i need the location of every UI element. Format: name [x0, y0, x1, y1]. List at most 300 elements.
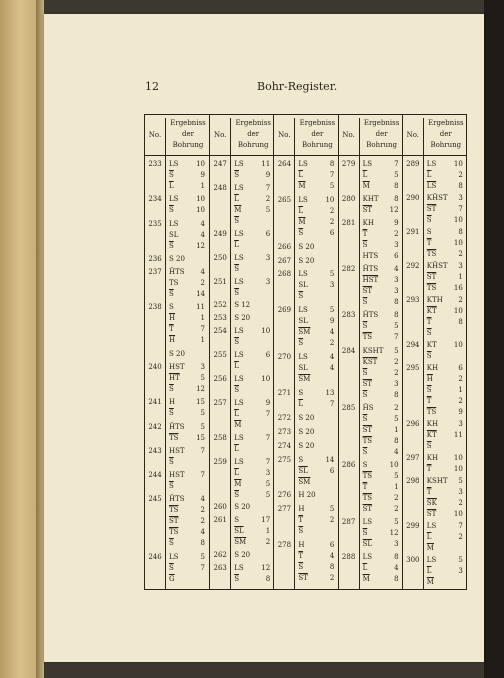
boring-number: 297	[406, 454, 420, 462]
depth-value: 4	[200, 219, 205, 228]
boring-result	[363, 460, 401, 515]
depth-value: 17	[261, 516, 271, 525]
boring-result	[298, 441, 336, 452]
running-title: Bohr-Register.	[257, 80, 338, 93]
depth-value: 2	[394, 403, 399, 412]
result-line	[363, 390, 401, 401]
boring-number: 299	[406, 522, 420, 530]
soil-code: $\overline{T}$	[426, 318, 432, 326]
result-line	[363, 159, 401, 170]
column-header	[403, 115, 467, 156]
result-line	[169, 362, 207, 373]
result-line	[234, 398, 272, 409]
boring-number: 292	[406, 262, 420, 270]
soil-code: S 20	[234, 314, 251, 323]
result-line	[234, 253, 272, 264]
boring-result	[169, 422, 207, 444]
depth-value: 8	[394, 552, 399, 561]
header-result: Ergebniss der Bohrung	[230, 118, 275, 155]
result-line	[234, 537, 272, 548]
boring-result	[234, 229, 272, 251]
boring-number: 289	[406, 160, 420, 168]
depth-value: 1	[394, 425, 399, 434]
soil-code: $\overline{TS}$	[426, 250, 437, 258]
result-line	[234, 229, 272, 240]
result-line	[234, 350, 272, 361]
result-line	[427, 193, 465, 204]
depth-value: 3	[458, 567, 463, 575]
depth-value: 2	[329, 516, 335, 525]
result-line	[169, 574, 207, 585]
soil-code: $\overline{L}$	[426, 171, 432, 179]
depth-value: 3	[265, 253, 271, 262]
boring-result	[169, 159, 207, 192]
boring-result	[234, 300, 272, 311]
boring-result	[169, 194, 207, 216]
boring-number: 241	[148, 398, 162, 407]
boring-number: 275	[277, 455, 292, 464]
boring-result	[427, 453, 465, 475]
result-line	[363, 482, 401, 493]
depth-value: 2	[200, 506, 205, 515]
soil-code: LS	[169, 552, 179, 561]
depth-value: 7	[200, 563, 205, 572]
result-line	[427, 363, 465, 374]
soil-code: $\overline{L}$	[426, 567, 432, 575]
result-line	[169, 289, 207, 300]
boring-number: 279	[341, 160, 356, 168]
boring-number: 280	[341, 195, 356, 204]
result-line	[298, 280, 336, 291]
boring-result	[427, 521, 465, 554]
boring-result	[363, 552, 401, 585]
soil-code: H 20	[298, 491, 316, 500]
result-line	[363, 229, 401, 240]
soil-code: $\overline{L}$	[234, 194, 239, 203]
soil-code: LS	[234, 183, 244, 192]
result-line	[363, 218, 401, 229]
boring-number: 255	[213, 351, 227, 360]
soil-code: LS	[298, 160, 308, 168]
depth-value: 3	[394, 379, 399, 388]
boring-result	[234, 277, 272, 299]
result-line	[427, 476, 465, 487]
result-line	[363, 205, 401, 216]
depth-value: 7	[458, 522, 463, 530]
result-line	[298, 363, 336, 374]
result-line	[169, 516, 207, 527]
depth-value: 4	[200, 268, 205, 277]
result-line	[363, 240, 401, 251]
soil-code: LS	[362, 552, 373, 561]
result-line	[298, 291, 336, 302]
soil-code: $\overline{S}$	[169, 482, 174, 491]
result-line	[298, 441, 336, 452]
soil-code: LS	[234, 457, 244, 466]
soil-code: S 20	[234, 551, 251, 560]
boring-result	[298, 195, 336, 239]
soil-code: S	[298, 389, 304, 398]
depth-value: 10	[453, 239, 463, 247]
soil-code: $\overline{M}$	[234, 205, 242, 214]
table-column	[145, 115, 209, 589]
soil-code: KH	[426, 364, 439, 372]
result-line	[234, 420, 272, 431]
soil-code: KT	[426, 341, 437, 349]
boring-result	[234, 515, 272, 548]
result-line	[298, 515, 336, 526]
depth-value: 7	[329, 171, 335, 179]
depth-value: 2	[329, 339, 335, 348]
boring-number: 237	[148, 268, 162, 277]
result-line	[234, 159, 272, 170]
result-line	[363, 504, 401, 515]
result-line	[234, 502, 272, 513]
column-header	[145, 115, 209, 156]
soil-code: SL	[298, 317, 308, 326]
soil-code: H	[169, 398, 176, 407]
column-divider	[359, 155, 360, 589]
depth-value: 2	[394, 357, 399, 366]
soil-code: $\overline{SK}$	[426, 499, 437, 507]
soil-code: $\overline{ST}$	[426, 510, 437, 518]
boring-number: 282	[341, 265, 356, 274]
result-line	[298, 228, 336, 239]
boring-number: 283	[341, 311, 356, 320]
result-line	[298, 477, 336, 488]
boring-result	[363, 194, 401, 216]
result-line	[298, 195, 336, 206]
soil-code: $\overline{S}$	[298, 563, 304, 572]
soil-code: $\overline{S}$	[234, 288, 239, 297]
depth-value: 8	[458, 318, 463, 326]
soil-code: $\overline{H}$	[169, 314, 176, 323]
result-line	[363, 493, 401, 504]
soil-code: LS	[234, 253, 244, 262]
boring-result	[234, 159, 272, 181]
depth-value: 5	[394, 414, 399, 423]
result-line	[298, 466, 336, 477]
soil-code: $\overline{ST}$	[362, 287, 373, 296]
soil-code: $\overline{TS}$	[169, 433, 179, 442]
depth-value: 5	[394, 346, 399, 355]
result-line	[363, 310, 401, 321]
result-line	[427, 487, 465, 498]
result-line	[169, 170, 207, 181]
result-line	[363, 574, 401, 585]
column-divider	[294, 155, 295, 589]
depth-value: 15	[196, 398, 205, 407]
result-line	[427, 328, 465, 339]
depth-value: 10	[325, 195, 335, 204]
header-no: No.	[406, 131, 420, 139]
depth-value: 5	[200, 409, 205, 418]
result-line	[234, 444, 272, 455]
depth-value: 2	[458, 250, 463, 258]
depth-value: 5	[458, 556, 463, 564]
boring-number: 234	[148, 195, 162, 204]
soil-code: H	[298, 541, 305, 550]
result-line	[234, 313, 272, 324]
result-line	[427, 577, 465, 588]
result-line	[427, 181, 465, 192]
soil-code: H	[298, 505, 305, 514]
result-line	[169, 552, 207, 563]
soil-code: $\overline{HT}$	[169, 374, 180, 382]
soil-code: $\overline{ST}$	[362, 379, 373, 388]
boring-number: 249	[213, 229, 227, 238]
depth-value: 3	[394, 241, 399, 250]
depth-value: 10	[453, 307, 463, 315]
soil-code: $\overline{S}$	[234, 490, 239, 499]
boring-result	[427, 555, 465, 588]
soil-code: $\overline{T}$	[426, 465, 432, 473]
depth-value: 3	[458, 262, 463, 270]
depth-value: 14	[325, 455, 335, 464]
soil-code: $\overline{L}$	[362, 563, 368, 572]
soil-code: SL	[298, 364, 308, 373]
boring-number: 278	[277, 541, 292, 550]
boring-result	[169, 446, 207, 468]
soil-code: $\overline{S}$	[426, 216, 432, 224]
boring-number: 270	[277, 353, 292, 362]
soil-code: LS	[234, 277, 244, 286]
depth-value: 9	[265, 398, 271, 407]
boring-number: 257	[213, 398, 227, 407]
soil-code: $\overline{S}$	[362, 447, 368, 456]
result-line	[298, 327, 336, 338]
depth-value: 7	[394, 333, 399, 342]
result-line	[427, 385, 465, 396]
soil-code: $\overline{S}$	[169, 241, 174, 250]
result-line	[363, 346, 401, 357]
soil-code: S	[234, 516, 239, 525]
result-line	[298, 504, 336, 515]
result-line	[363, 460, 401, 471]
soil-code: $\overline{TS}$	[362, 471, 373, 480]
boring-number: 240	[148, 363, 162, 371]
depth-value: 1	[265, 527, 271, 536]
result-line	[427, 509, 465, 520]
boring-number: 300	[406, 556, 420, 564]
depth-value: 5	[394, 517, 399, 526]
soil-code: $\overline{S}$	[362, 528, 368, 537]
soil-code: $\overline{L}$	[362, 171, 368, 179]
depth-value: 10	[453, 341, 463, 349]
boring-result	[363, 159, 401, 192]
depth-value: 4	[394, 265, 399, 274]
result-line	[363, 357, 401, 368]
result-line	[169, 205, 207, 216]
depth-value: 10	[261, 374, 271, 383]
boring-result	[298, 388, 336, 410]
soil-code: $\overline{S}$	[234, 575, 239, 584]
soil-code: KH	[426, 420, 439, 428]
depth-value: 4	[329, 328, 335, 337]
soil-code: $\overline{KT}$	[426, 431, 437, 439]
soil-code: $\overline{S}$	[169, 457, 174, 466]
depth-value: 5	[329, 505, 335, 514]
soil-code: S 20	[298, 441, 315, 450]
depth-value: 8	[458, 182, 463, 190]
boring-number: 258	[213, 433, 227, 442]
soil-code: KSHT	[426, 477, 448, 485]
boring-number: 248	[213, 183, 227, 192]
depth-value: 6	[329, 228, 335, 237]
boring-result	[234, 563, 272, 585]
depth-value: 7	[265, 457, 271, 466]
result-line	[169, 563, 207, 574]
soil-code: LS	[234, 398, 244, 407]
result-line	[234, 337, 272, 348]
soil-code: $\overline{L}$	[234, 444, 239, 453]
boring-number: 271	[277, 389, 292, 398]
result-line	[427, 249, 465, 260]
result-line	[427, 555, 465, 566]
depth-value: 1	[200, 336, 205, 345]
soil-code: SL	[298, 281, 308, 290]
depth-value: 3	[200, 363, 205, 371]
result-line	[363, 194, 401, 205]
depth-value: 3	[394, 539, 399, 548]
soil-code: HST	[169, 363, 185, 371]
depth-value: 6	[329, 541, 335, 550]
boring-result	[169, 302, 207, 346]
boring-number: 264	[277, 160, 292, 168]
soil-code: $\overline{S}$	[298, 228, 304, 237]
depth-value: 10	[196, 160, 205, 168]
column-header	[210, 115, 274, 156]
table-column	[338, 115, 403, 589]
result-line	[427, 396, 465, 407]
result-line	[234, 515, 272, 526]
depth-value: 5	[265, 490, 271, 499]
soil-code: LS	[362, 517, 373, 526]
result-line	[427, 464, 465, 475]
depth-value: 3	[394, 276, 399, 285]
depth-value: 11	[261, 160, 271, 168]
result-line	[169, 397, 207, 408]
depth-value: 9	[265, 171, 271, 179]
result-line	[427, 261, 465, 272]
boring-number: 290	[406, 194, 420, 202]
soil-code: KTH	[426, 296, 443, 304]
result-line	[298, 427, 336, 438]
depth-value: 8	[394, 390, 399, 399]
boring-result	[363, 264, 401, 308]
boring-result	[298, 490, 336, 501]
result-line	[427, 419, 465, 430]
result-line	[234, 194, 272, 205]
result-line	[298, 413, 336, 424]
soil-code: $\overline{L}$	[234, 468, 239, 477]
result-line	[363, 321, 401, 332]
boring-number: 273	[277, 427, 292, 436]
boring-number: 291	[406, 228, 420, 236]
soil-code: $\overline{TS}$	[426, 284, 437, 292]
boring-number: 247	[213, 160, 227, 168]
depth-value: 3	[265, 277, 271, 286]
soil-code: $\overline{TS}$	[362, 333, 373, 342]
soil-code: LS	[234, 229, 244, 238]
result-line	[234, 563, 272, 574]
depth-value: 8	[394, 182, 399, 190]
soil-code: $\overline{L}$	[234, 362, 239, 371]
boring-number: 293	[406, 296, 420, 304]
result-line	[234, 216, 272, 227]
result-line	[234, 550, 272, 561]
soil-code: $\overline{ST}$	[426, 273, 437, 281]
soil-code: $\overline{L}$	[234, 240, 239, 249]
soil-code: $\overline{S}$	[362, 414, 368, 423]
column-divider	[230, 155, 231, 589]
soil-code: HTS	[362, 252, 379, 261]
result-line	[234, 457, 272, 468]
result-line	[234, 361, 272, 372]
depth-value: 4	[200, 495, 205, 504]
depth-value: 5	[329, 182, 335, 190]
depth-value: 8	[265, 575, 271, 584]
result-line	[427, 566, 465, 577]
result-line	[427, 317, 465, 328]
boring-result	[427, 193, 465, 226]
result-line	[427, 521, 465, 532]
depth-value: 8	[458, 228, 463, 236]
soil-code: $\overline{KST}$	[362, 357, 378, 366]
depth-value: 2	[458, 533, 463, 541]
boring-result	[363, 403, 401, 458]
depth-value: 16	[453, 284, 463, 292]
result-line	[427, 498, 465, 509]
depth-value: 7	[265, 409, 271, 418]
depth-value: 4	[329, 364, 335, 373]
result-line	[169, 457, 207, 468]
soil-code: $\overline{T}$	[426, 239, 432, 247]
depth-value: 10	[196, 206, 205, 215]
soil-code: S 20	[298, 427, 315, 436]
boring-result	[169, 254, 207, 265]
soil-code: LS	[169, 219, 179, 228]
soil-code: TS	[169, 279, 179, 288]
soil-code: $\overline{T}$	[362, 230, 368, 239]
result-line	[169, 470, 207, 481]
depth-value: 1	[458, 386, 463, 394]
soil-code: $\overline{S}$	[169, 206, 174, 215]
soil-code: $\overline{M}$	[234, 479, 242, 488]
soil-code: $\overline{S}$	[298, 339, 304, 348]
depth-value: 8	[329, 160, 335, 168]
result-line	[169, 446, 207, 457]
soil-code: $\overline{S}$	[426, 352, 432, 360]
depth-value: 2	[265, 194, 271, 203]
boring-number: 263	[213, 564, 227, 573]
depth-value: 5	[265, 479, 271, 488]
result-line	[169, 278, 207, 289]
depth-value: 12	[261, 564, 271, 573]
depth-value: 7	[265, 183, 271, 192]
depth-value: 5	[394, 471, 399, 480]
result-line	[298, 170, 336, 181]
depth-value: 3	[265, 468, 271, 477]
soil-code: $\overline{M}$	[298, 182, 306, 190]
soil-code: $\overline{H}$	[426, 375, 433, 383]
boring-result	[298, 352, 336, 385]
boring-result	[169, 470, 207, 492]
result-line	[234, 479, 272, 490]
result-line	[427, 227, 465, 238]
result-line	[169, 494, 207, 505]
soil-code: $\overline{S}$	[426, 386, 432, 394]
